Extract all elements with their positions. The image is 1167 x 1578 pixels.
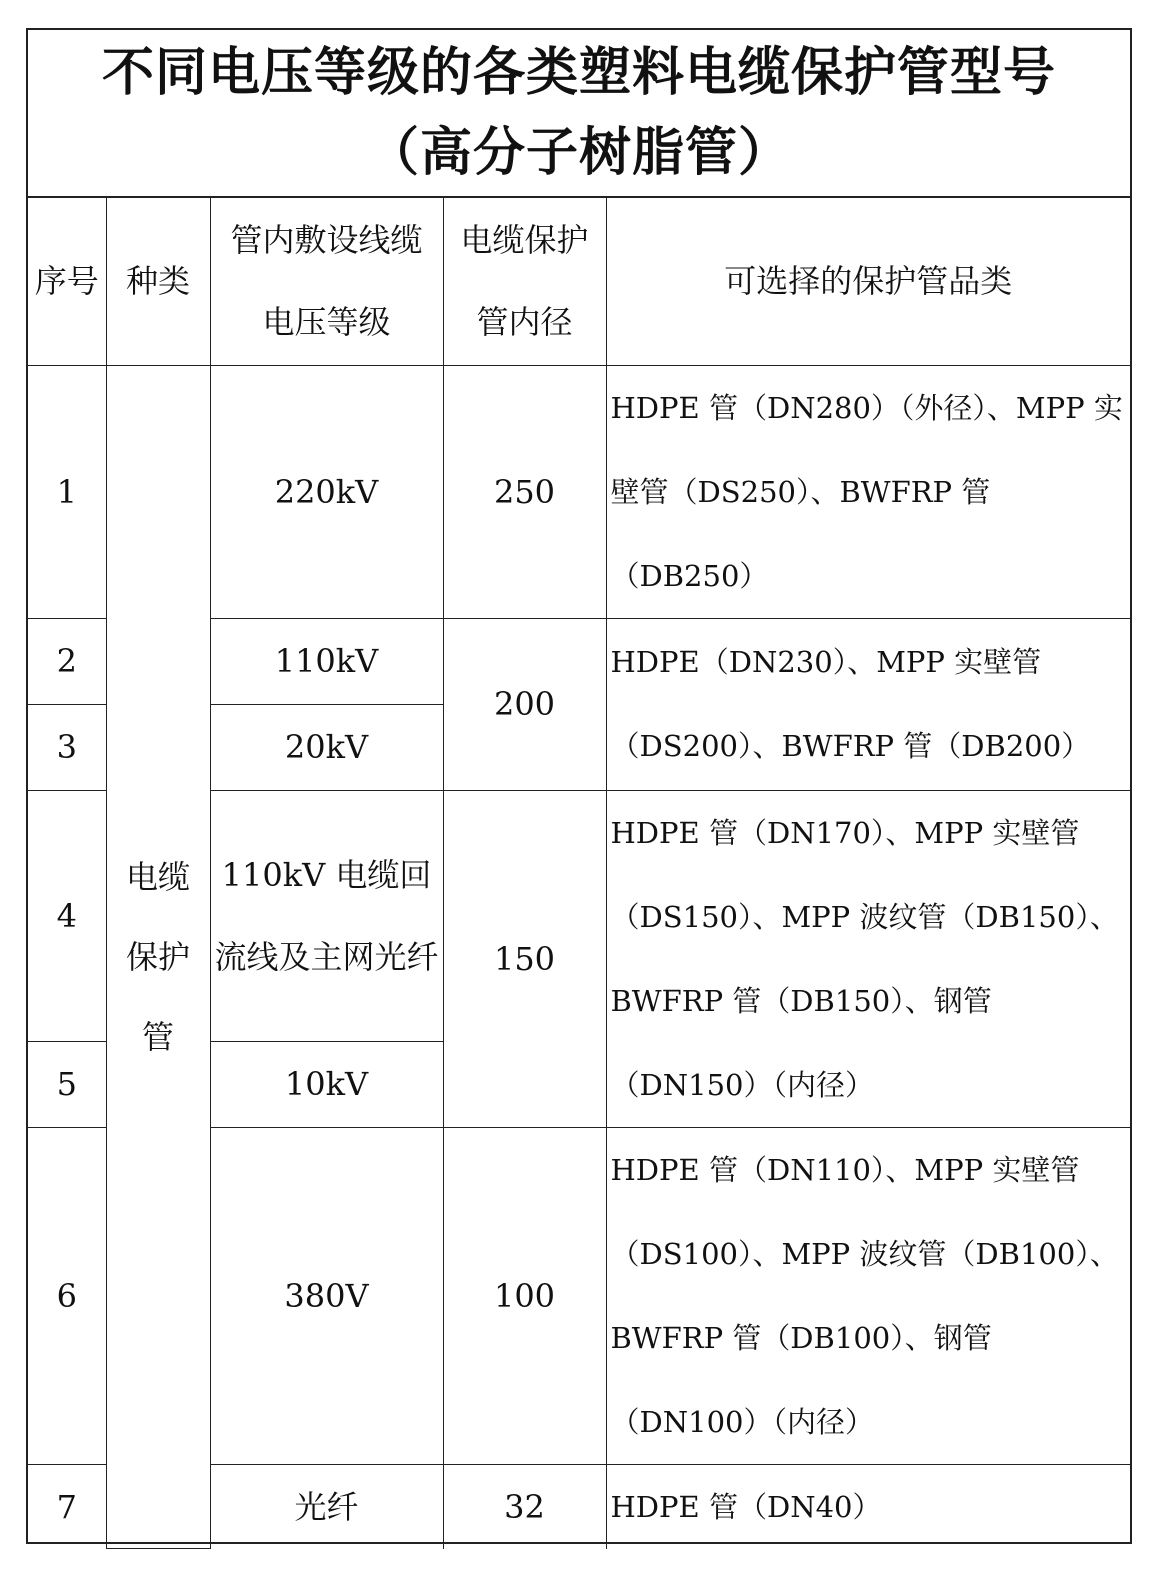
voltage-cell: 380V bbox=[210, 1127, 443, 1464]
header-diameter bbox=[443, 198, 606, 365]
header-voltage bbox=[210, 198, 443, 365]
header-diameter-line-2: 管内径 bbox=[476, 303, 573, 342]
document-title bbox=[28, 30, 1130, 198]
header-diameter-line-1: 电缆保护 bbox=[460, 221, 589, 260]
category-line-1: 电缆 bbox=[125, 857, 190, 896]
options-cell: HDPE 管（DN40） bbox=[606, 1464, 1130, 1549]
category-line-2: 保护 bbox=[125, 937, 190, 976]
header-index: 序号 bbox=[28, 198, 106, 365]
row-index: 1 bbox=[28, 365, 106, 618]
header-options: 可选择的保护管品类 bbox=[606, 198, 1130, 365]
diameter-cell: 150 bbox=[443, 790, 606, 1127]
voltage-cell: 110kV 电缆回流线及主网光纤 bbox=[210, 790, 443, 1041]
row-index: 3 bbox=[28, 704, 106, 790]
voltage-cell: 110kV bbox=[210, 618, 443, 704]
title-line-2: （高分子树脂管） bbox=[366, 123, 791, 183]
options-cell: HDPE 管（DN280）（外径）、MPP 实壁管（DS250）、BWFRP 管（DB250） bbox=[606, 365, 1130, 618]
voltage-cell: 20kV bbox=[210, 704, 443, 790]
category-line-3: 管 bbox=[141, 1017, 174, 1056]
row-index: 7 bbox=[28, 1464, 106, 1549]
row-index: 4 bbox=[28, 790, 106, 1041]
diameter-cell: 200 bbox=[443, 618, 606, 790]
diameter-cell: 100 bbox=[443, 1127, 606, 1464]
protection-pipe-table bbox=[28, 198, 1130, 1549]
diameter-cell: 32 bbox=[443, 1464, 606, 1549]
row-index: 6 bbox=[28, 1127, 106, 1464]
header-voltage-line-2: 电压等级 bbox=[262, 303, 391, 342]
options-cell: HDPE（DN230）、MPP 实壁管（DS200）、BWFRP 管（DB200） bbox=[606, 618, 1130, 790]
voltage-cell: 220kV bbox=[210, 365, 443, 618]
options-cell: HDPE 管（DN110）、MPP 实壁管（DS100）、MPP 波纹管（DB100）、BWFRP 管（DB100）、钢管（DN100）（内径） bbox=[606, 1127, 1130, 1464]
diameter-cell: 250 bbox=[443, 365, 606, 618]
table-row bbox=[28, 365, 1130, 618]
voltage-cell: 10kV bbox=[210, 1041, 443, 1127]
header-category: 种类 bbox=[106, 198, 210, 365]
category-cell bbox=[106, 365, 210, 1549]
options-cell: HDPE 管（DN170）、MPP 实壁管（DS150）、MPP 波纹管（DB150）、BWFRP 管（DB150）、钢管（DN150）（内径） bbox=[606, 790, 1130, 1127]
header-voltage-line-1: 管内敷设线缆 bbox=[230, 221, 423, 260]
row-index: 2 bbox=[28, 618, 106, 704]
voltage-cell: 光纤 bbox=[210, 1464, 443, 1549]
spec-table-sheet bbox=[26, 28, 1132, 1544]
title-line-1: 不同电压等级的各类塑料电缆保护管型号 bbox=[101, 43, 1056, 103]
table-header-row bbox=[28, 198, 1130, 365]
row-index: 5 bbox=[28, 1041, 106, 1127]
